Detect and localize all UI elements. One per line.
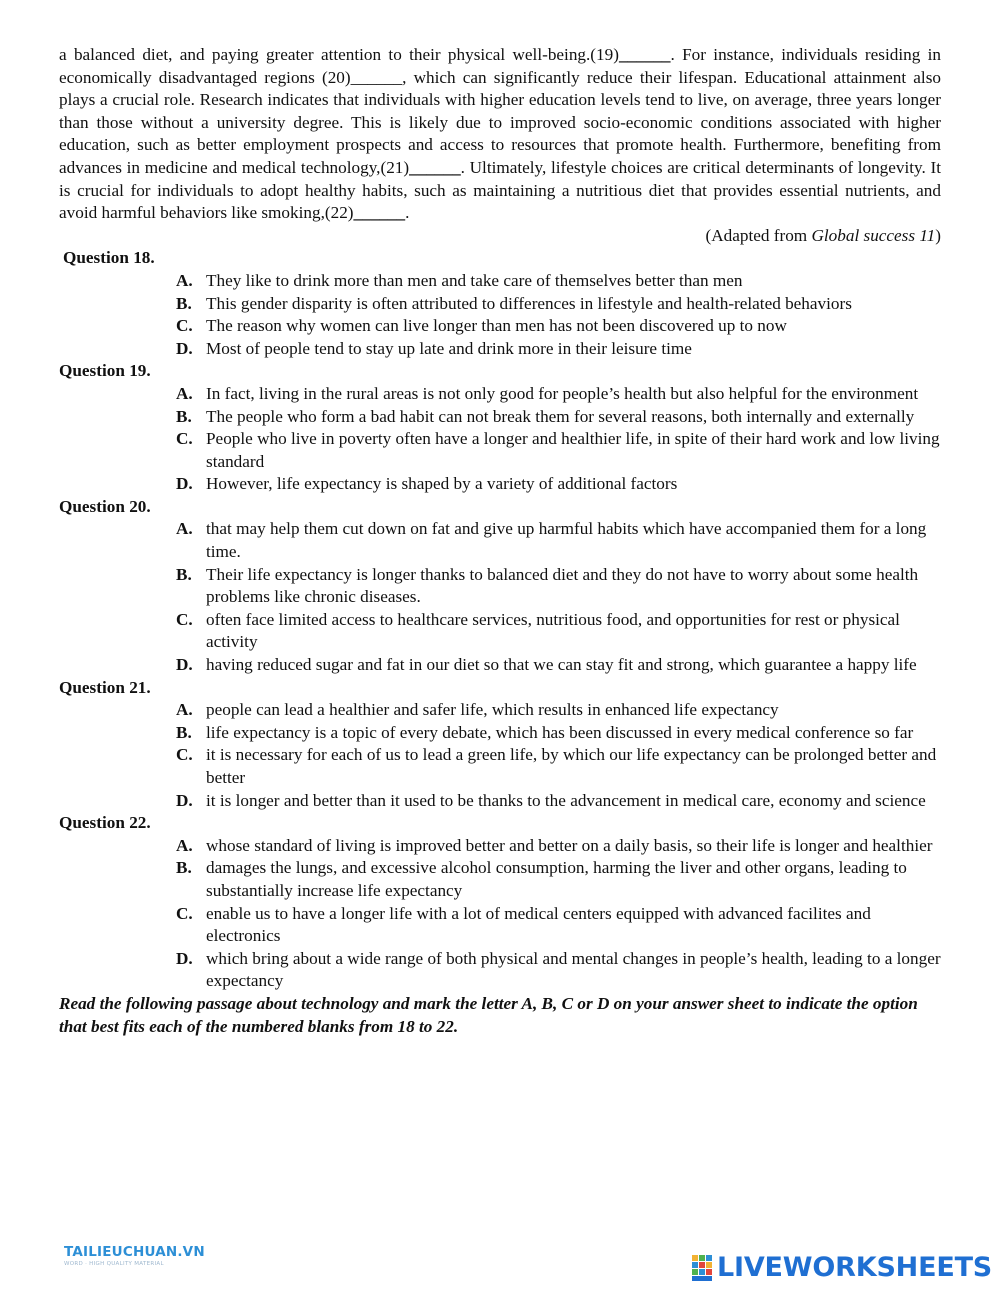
reading-passage [59,44,941,225]
source-citation [59,225,941,248]
option-item[interactable] [59,857,941,902]
option-letter: B. [176,722,192,742]
tailieuchuan-brand: TAILIEUCHUAN.VN [64,1244,205,1260]
option-letter: D. [176,655,193,675]
blank-19: ______ [618,45,671,64]
option-letter: A. [176,835,193,855]
option-text: The people who form a bad habit can not break them for several reasons, both internally and externally [206,406,915,426]
worksheet-page [59,44,941,1038]
option-item[interactable] [59,609,941,654]
option-letter: C. [176,903,193,923]
option-text: The reason why women can live longer than men has not been discovered up to now [206,316,787,336]
option-text: often face limited access to healthcare services, nutritious food, and opportunities for rest or physical activity [206,609,900,652]
option-text: Most of people tend to stay up late and drink more in their leisure time [206,338,692,358]
option-letter: D. [176,948,193,968]
option-item[interactable] [59,564,941,609]
blank-22: ______ [353,203,406,223]
option-item[interactable] [59,293,941,316]
passage-text-2: . For instance, individuals residing in economically disadvantaged regions (20)______, which can significantly reduce their lifespan. Educational attainment also plays a crucial role. Research indicates that individuals with higher education levels tend to live, on average, three years longer than those without a university degree. This is likely due to improved socio-economic conditions associated with higher education, such as better employment prospects and access to resources that promote health. Furthermore, benefiting from advances in medicine and medical technology,(21) [59,45,941,177]
option-item[interactable] [59,428,941,473]
option-text: it is necessary for each of us to lead a green life, by which our life expectancy can be prolonged better and better [206,745,937,787]
option-letter: A. [176,270,193,290]
option-item[interactable] [59,722,941,745]
option-letter: C. [176,316,193,336]
option-text: it is longer and better than it used to be thanks to the advancement in medical care, economy and science [206,790,926,810]
option-item[interactable] [59,654,941,677]
passage-text-3: . Ultimately, lifestyle choices are critical determinants of longevity. It is crucial for individuals to adopt healthy habits, such as maintaining a nutritious diet that provides essential nutrients, and avoid harmful behaviors like smoking,(22) [59,157,941,223]
option-letter: D. [176,474,193,494]
option-text: life expectancy is a topic of every debate, which has been discussed in every medical conference so far [206,722,914,742]
option-letter: D. [176,790,193,810]
option-letter: B. [176,293,192,313]
option-item[interactable] [59,948,941,993]
option-item[interactable] [59,270,941,293]
option-text: In fact, living in the rural areas is not only good for people’s health but also helpful for the environment [206,383,919,403]
option-item[interactable] [59,518,941,563]
tailieuchuan-tagline: WORD · HIGH QUALITY MATERIAL [64,1261,164,1267]
option-text: whose standard of living is improved better and better on a daily basis, so their life is longer and healthier [206,835,933,855]
option-text: that may help them cut down on fat and give up harmful habits which have accompanied them for a long time. [206,519,927,562]
option-list [59,383,941,496]
question-title: Question 21. [59,677,151,697]
option-item[interactable] [59,473,941,496]
question-title: Question 19. [59,361,151,381]
option-text: damages the lungs, and excessive alcohol consumption, harming the liver and other organs, leading to substantially increase life expectancy [206,858,907,900]
question-title: Question 22. [59,813,151,833]
option-text: enable us to have a longer life with a lot of medical centers equipped with advanced facilites and electronics [206,903,871,946]
option-letter: C. [176,745,193,765]
liveworksheets-logo-icon [692,1253,714,1283]
option-letter: B. [176,564,192,584]
option-text: This gender disparity is often attributed to differences in lifestyle and health-related behaviors [206,293,852,313]
option-list [59,518,941,676]
option-letter: B. [176,858,192,878]
option-list [59,835,941,993]
option-item[interactable] [59,406,941,429]
option-text: People who live in poverty often have a longer and healthier life, in spite of their hard work and low living standard [206,429,940,471]
passage-text-1: a balanced diet, and paying greater attention to their physical well-being.(19) [59,45,619,64]
instruction-text: Read the following passage about technology and mark the letter A, B, C or D on your answer sheet to indicate the option that best fits each of the numbered blanks from 18 to 22. [59,993,918,1036]
option-item[interactable] [59,315,941,338]
option-item[interactable] [59,903,941,948]
option-text: Their life expectancy is longer thanks to balanced diet and they do not have to worry about some health problems like chronic diseases. [206,564,919,607]
source-suffix: ) [935,225,941,245]
option-letter: D. [176,338,193,358]
option-list [59,270,941,360]
option-letter: C. [176,609,193,629]
source-book: Global success 11 [811,225,936,245]
liveworksheets-logo[interactable] [692,1252,992,1283]
question-title: Question 20. [59,496,151,516]
option-text: people can lead a healthier and safer life, which results in enhanced life expectancy [206,700,779,720]
option-letter: A. [176,383,193,403]
option-letter: C. [176,429,193,449]
option-list [59,699,941,812]
option-text: having reduced sugar and fat in our diet so that we can stay fit and strong, which guarantee a happy life [206,655,917,675]
option-letter: A. [176,519,193,539]
option-item[interactable] [59,790,941,813]
option-letter: A. [176,700,193,720]
option-text: which bring about a wide range of both physical and mental changes in people’s health, leading to a longer expectancy [206,948,941,991]
tailieuchuan-logo[interactable] [64,1244,205,1267]
option-text: However, life expectancy is shaped by a variety of additional factors [206,474,678,494]
question-title: Question 18. [63,248,155,268]
option-item[interactable] [59,338,941,361]
source-prefix: (Adapted from [705,225,812,245]
passage-text-4: . [405,203,410,223]
option-letter: B. [176,406,192,426]
blank-21: ______ [409,157,461,177]
option-item[interactable] [59,835,941,858]
option-text: They like to drink more than men and take care of themselves better than men [206,270,743,290]
option-item[interactable] [59,699,941,722]
option-item[interactable] [59,383,941,406]
liveworksheets-brand: LIVEWORKSHEETS [717,1252,993,1283]
option-item[interactable] [59,744,941,789]
